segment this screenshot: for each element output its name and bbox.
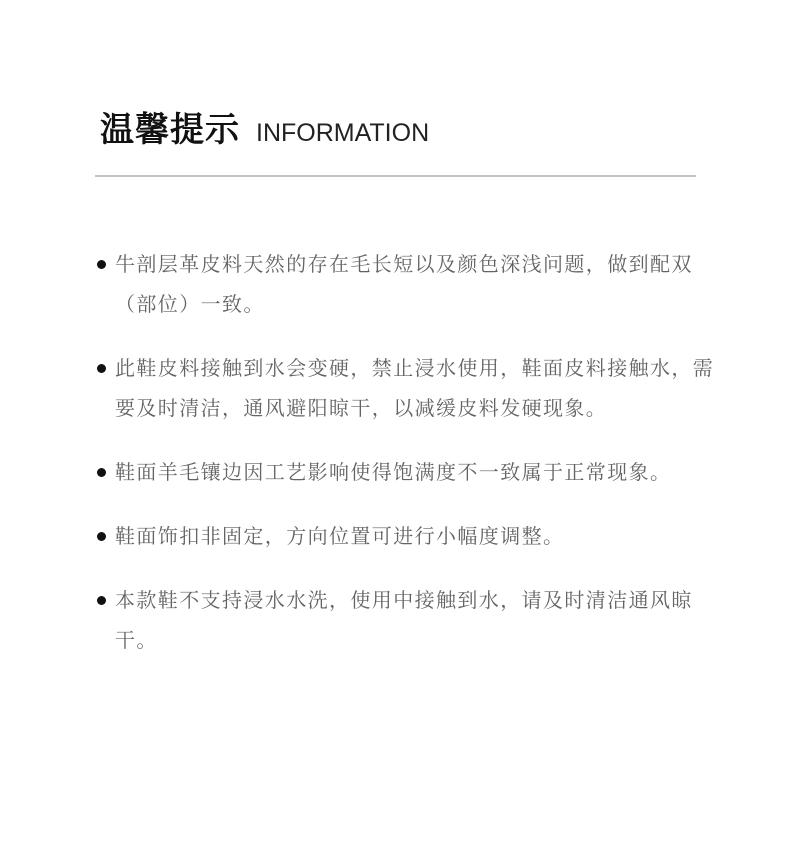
note-text: 鞋面羊毛镶边因工艺影响使得饱满度不一致属于正常现象。	[115, 460, 672, 484]
note-item	[96, 452, 716, 492]
bullet-icon	[97, 532, 106, 541]
bullet-icon	[97, 596, 106, 605]
header-divider	[95, 175, 696, 177]
note-text: 牛剖层革皮料天然的存在毛长短以及颜色深浅问题，做到配双（部位）一致。	[115, 252, 693, 316]
note-text: 本款鞋不支持浸水水洗，使用中接触到水，请及时清洁通风晾干。	[115, 588, 693, 652]
note-item	[96, 580, 716, 660]
section-title-cn: 温馨提示	[100, 110, 240, 150]
section-header	[100, 102, 429, 151]
note-item	[96, 244, 716, 324]
note-item	[96, 348, 716, 428]
bullet-icon	[97, 468, 106, 477]
section-title-en: INFORMATION	[256, 119, 430, 147]
notes-list	[96, 244, 716, 684]
bullet-icon	[97, 364, 106, 373]
note-text: 此鞋皮料接触到水会变硬，禁止浸水使用，鞋面皮料接触水，需要及时清洁，通风避阳晾干，以减缓皮料发硬现象。	[115, 356, 715, 420]
bullet-icon	[97, 260, 106, 269]
note-item	[96, 516, 716, 556]
note-text: 鞋面饰扣非固定，方向位置可进行小幅度调整。	[115, 524, 565, 548]
